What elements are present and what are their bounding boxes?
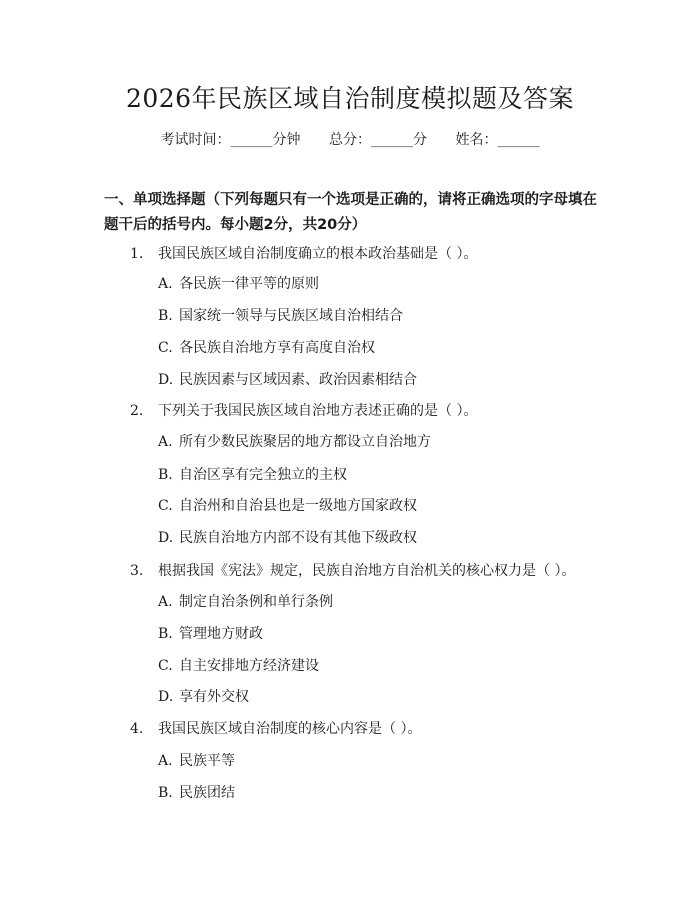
question-number: 2. xyxy=(130,403,144,419)
option-key: B. xyxy=(158,785,173,801)
option-key: D. xyxy=(158,530,174,546)
option-text: 民族自治地方内部不设有其他下级政权 xyxy=(179,530,417,546)
option-text: 自治州和自治县也是一级地方国家政权 xyxy=(179,498,417,514)
option-key: C. xyxy=(158,498,173,514)
question-3 xyxy=(130,560,575,582)
option-text: 享有外交权 xyxy=(179,689,249,705)
question-text: 我国民族区域自治制度的核心内容是（ ）。 xyxy=(158,721,422,737)
total-score-field: 总分：______分 xyxy=(329,132,427,148)
option-text: 自治区享有完全独立的主权 xyxy=(179,467,347,483)
exam-time-field: 考试时间：______分钟 xyxy=(160,132,301,148)
question-1-option-c xyxy=(158,337,375,359)
option-key: C. xyxy=(158,340,173,356)
question-3-option-a xyxy=(158,591,333,613)
option-key: D. xyxy=(158,689,174,705)
question-4-option-b xyxy=(158,782,235,804)
question-text: 根据我国《宪法》规定，民族自治地方自治机关的核心权力是（ ）。 xyxy=(158,563,576,579)
question-number: 1. xyxy=(130,246,144,262)
option-key: A. xyxy=(158,276,173,292)
option-text: 民族平等 xyxy=(179,753,235,769)
student-name-field: 姓名：______ xyxy=(455,132,540,148)
option-text: 民族团结 xyxy=(179,785,235,801)
option-text: 自主安排地方经济建设 xyxy=(179,658,319,674)
exam-meta-line xyxy=(0,128,700,152)
option-text: 国家统一领导与民族区域自治相结合 xyxy=(179,308,403,324)
question-3-option-d xyxy=(158,686,249,708)
question-2 xyxy=(130,400,477,422)
question-3-option-b xyxy=(158,623,263,645)
question-1-option-a xyxy=(158,273,319,295)
question-1-option-b xyxy=(158,305,403,327)
question-number: 3. xyxy=(130,563,144,579)
page-title: 2026年民族区域自治制度模拟题及答案 xyxy=(125,84,575,113)
question-2-option-a xyxy=(158,431,431,453)
question-3-option-c xyxy=(158,655,319,677)
option-text: 民族因素与区域因素、政治因素相结合 xyxy=(179,372,417,388)
question-text: 我国民族区域自治制度确立的根本政治基础是（ ）。 xyxy=(158,246,478,262)
option-text: 所有少数民族聚居的地方都设立自治地方 xyxy=(179,434,431,450)
question-text: 下列关于我国民族区域自治地方表述正确的是（ ）。 xyxy=(158,403,478,419)
section-heading: 一、单项选择题（下列每题只有一个选项是正确的，请将正确选项的字母填在题干后的括号内。每小题2分，共20分） xyxy=(104,192,597,233)
question-1-option-d xyxy=(158,369,417,391)
question-2-option-b xyxy=(158,464,347,486)
option-key: A. xyxy=(158,594,173,610)
option-text: 各民族一律平等的原则 xyxy=(179,276,319,292)
question-2-option-c xyxy=(158,495,417,517)
option-key: A. xyxy=(158,753,173,769)
option-key: C. xyxy=(158,658,173,674)
option-key: A. xyxy=(158,434,173,450)
question-4 xyxy=(130,718,421,740)
question-4-option-a xyxy=(158,750,235,772)
option-key: D. xyxy=(158,372,174,388)
option-text: 各民族自治地方享有高度自治权 xyxy=(179,340,375,356)
question-number: 4. xyxy=(130,721,144,737)
option-text: 制定自治条例和单行条例 xyxy=(179,594,333,610)
question-1 xyxy=(130,243,477,265)
option-key: B. xyxy=(158,467,173,483)
question-2-option-d xyxy=(158,527,417,549)
option-key: B. xyxy=(158,308,173,324)
option-text: 管理地方财政 xyxy=(179,626,263,642)
option-key: B. xyxy=(158,626,173,642)
